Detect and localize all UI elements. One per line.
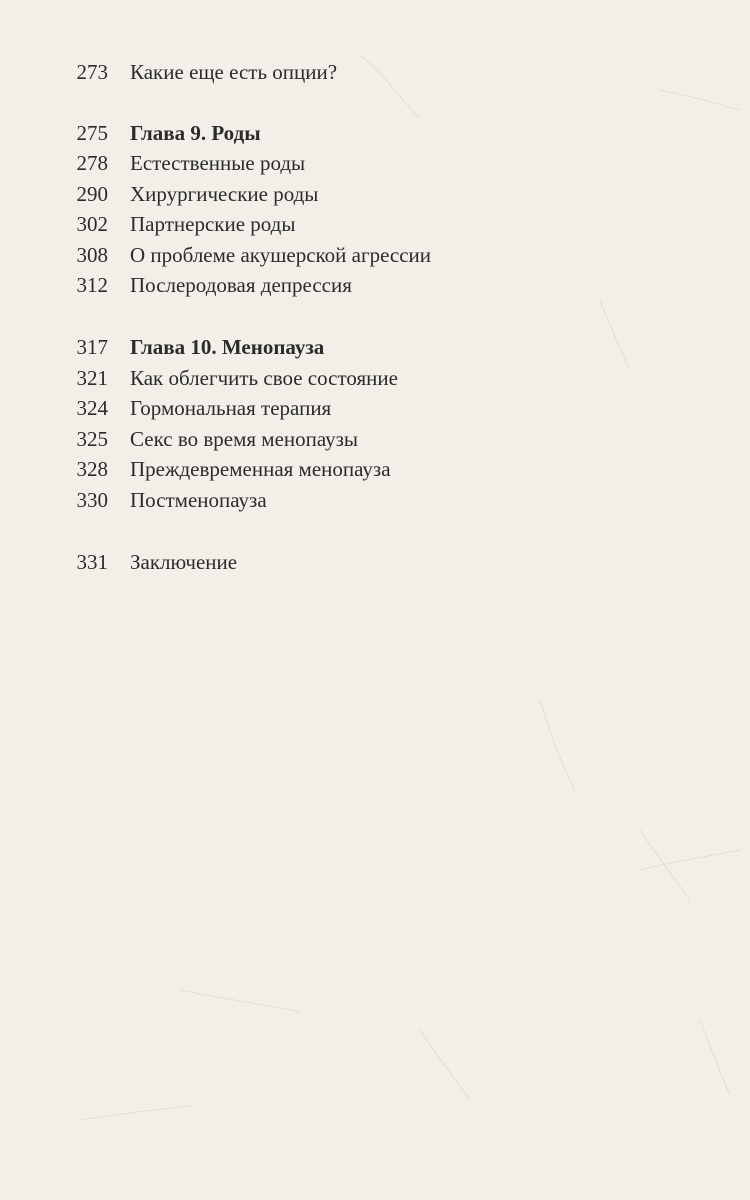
toc-entry-title: Какие еще есть опции? xyxy=(130,60,338,84)
toc-entry-title: Послеродовая депрессия xyxy=(130,273,352,297)
toc-page-number: 302 xyxy=(76,212,108,236)
toc-page-number: 290 xyxy=(76,182,108,206)
toc-entry-title: Секс во время менопаузы xyxy=(130,427,359,451)
toc-chapter-title: Глава 10. Менопауза xyxy=(130,335,325,359)
toc-entry xyxy=(0,547,750,577)
toc-entry-title: Хирургические роды xyxy=(130,182,319,206)
toc-page-number: 278 xyxy=(76,151,108,175)
toc-page-number: 331 xyxy=(76,550,108,574)
toc-page-number: 273 xyxy=(76,60,108,84)
toc-entry xyxy=(0,424,750,454)
toc-entry xyxy=(0,454,750,484)
toc-page-number: 321 xyxy=(76,366,108,390)
toc-entry xyxy=(0,270,750,300)
toc-entry xyxy=(0,148,750,178)
toc-entry xyxy=(0,57,750,87)
toc-entry xyxy=(0,393,750,423)
toc-page-number: 328 xyxy=(76,457,108,481)
toc-entry-title: Как облегчить свое состояние xyxy=(130,366,398,390)
toc-page-number: 325 xyxy=(76,427,108,451)
toc-entry-title: Естественные роды xyxy=(130,151,306,175)
toc-entry-title: Постменопауза xyxy=(130,488,267,512)
toc-entry-title: Заключение xyxy=(130,550,238,574)
toc-page-number: 324 xyxy=(76,396,108,420)
toc-page-number: 308 xyxy=(76,243,108,267)
toc-page-number: 312 xyxy=(76,273,108,297)
toc-page-number: 317 xyxy=(76,335,108,359)
toc-page-number: 275 xyxy=(76,121,108,145)
toc-chapter-title: Глава 9. Роды xyxy=(130,121,261,145)
toc-entry-title: Гормональная терапия xyxy=(130,396,332,420)
toc-entry xyxy=(0,485,750,515)
toc-entry xyxy=(0,209,750,239)
toc-chapter-heading xyxy=(0,118,750,148)
toc-entry-title: Преждевременная менопауза xyxy=(130,457,391,481)
toc-entry-title: О проблеме акушерской агрессии xyxy=(130,243,432,267)
toc-page-number: 330 xyxy=(76,488,108,512)
toc-entry xyxy=(0,240,750,270)
toc-entry xyxy=(0,363,750,393)
toc-entry xyxy=(0,179,750,209)
toc-chapter-heading xyxy=(0,332,750,362)
toc-entry-title: Партнерские роды xyxy=(130,212,296,236)
